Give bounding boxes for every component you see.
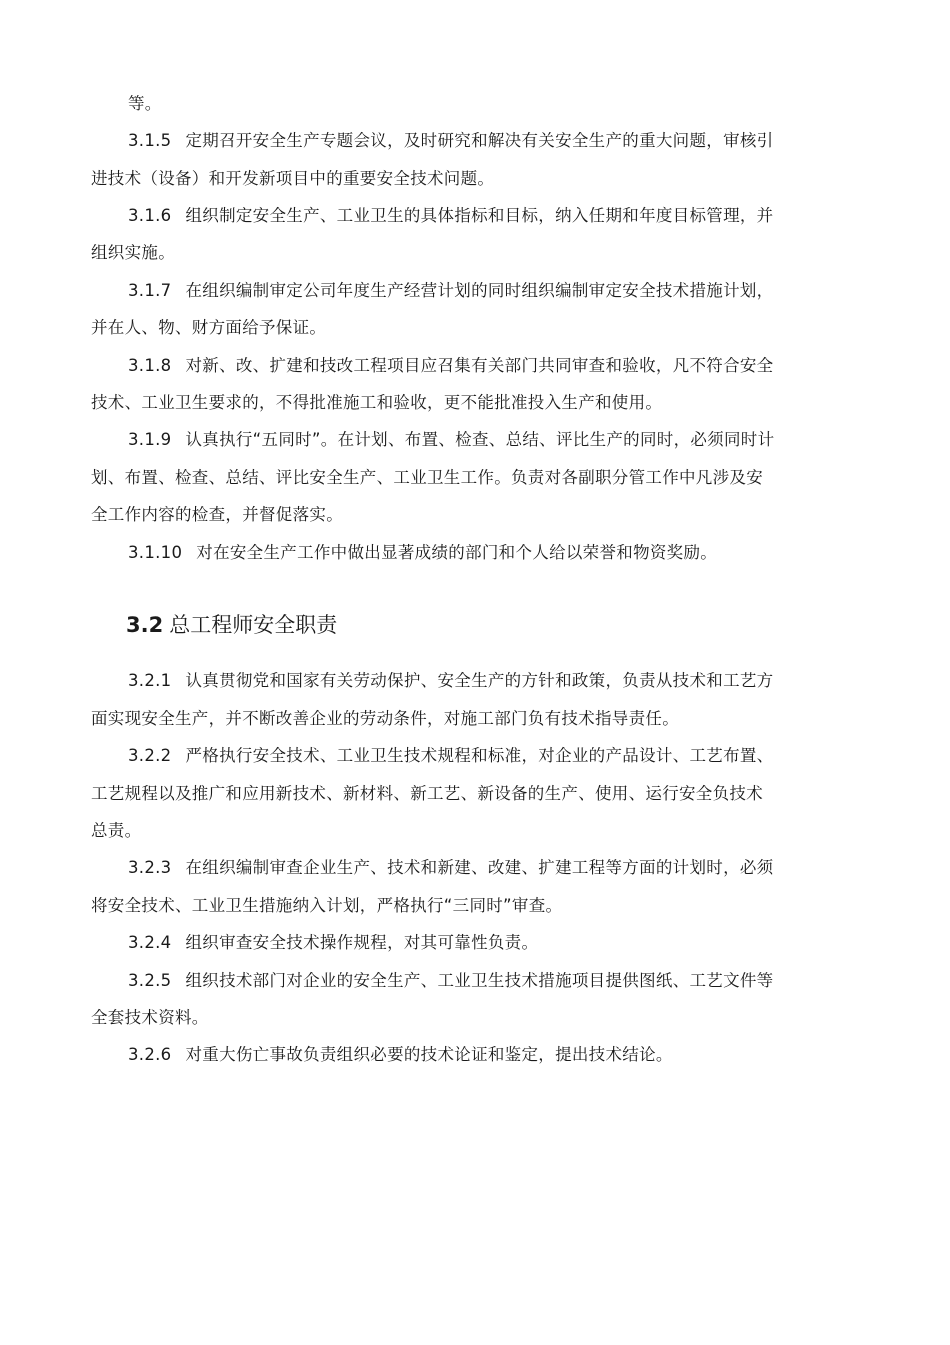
clause-3-2-5 [128, 971, 773, 991]
clause-3-2-1 [128, 671, 773, 691]
clause-3-2-6 [128, 1045, 673, 1065]
paragraph-line: 划、布置、检查、总结、评比安全生产、工业卫生工作。负责对各副职分管工作中凡涉及安 [91, 468, 763, 487]
paragraph-line: 将安全技术、工业卫生措施纳入计划，严格执行“三同时”审查。 [91, 896, 563, 915]
clause-text: 组织制定安全生产、工业卫生的具体指标和目标，纳入任期和年度目标管理，并 [185, 206, 774, 225]
clause-text: 严格执行安全技术、工业卫生技术规程和标准，对企业的产品设计、工艺布置、 [185, 746, 774, 765]
clause-number: 3.1.6 [128, 206, 172, 225]
paragraph-line: 总责。 [91, 821, 142, 840]
clause-3-2-2 [128, 746, 773, 766]
clause-text: 组织审查安全技术操作规程，对其可靠性负责。 [185, 933, 539, 952]
clause-3-1-8 [128, 356, 773, 376]
clause-number: 3.2.5 [128, 971, 172, 990]
clause-number: 3.2.1 [128, 671, 172, 690]
clause-text: 组织技术部门对企业的安全生产、工业卫生技术措施项目提供图纸、工艺文件等 [185, 971, 774, 990]
clause-text: 对重大伤亡事故负责组织必要的技术论证和鉴定，提出技术结论。 [185, 1045, 673, 1064]
clause-number: 3.1.8 [128, 356, 172, 375]
clause-number: 3.1.7 [128, 281, 172, 300]
paragraph-line: 工艺规程以及推广和应用新技术、新材料、新工艺、新设备的生产、使用、运行安全负技术 [91, 784, 763, 803]
clause-text: 对在安全生产工作中做出显著成绩的部门和个人给以荣誉和物资奖励。 [196, 543, 718, 562]
section-number: 3.2 [126, 613, 164, 637]
clause-3-1-6 [128, 206, 773, 226]
clause-number: 3.2.3 [128, 858, 172, 877]
paragraph-line: 并在人、物、财方面给予保证。 [91, 318, 327, 337]
clause-number: 3.2.2 [128, 746, 172, 765]
clause-3-2-3 [128, 858, 773, 878]
section-title: 总工程师安全职责 [169, 613, 338, 637]
paragraph-line: 全工作内容的检查，并督促落实。 [91, 505, 343, 524]
clause-text: 定期召开安全生产专题会议，及时研究和解决有关安全生产的重大问题，审核引 [185, 131, 774, 150]
clause-text: 认真执行“五同时”。在计划、布置、检查、总结、评比生产的同时，必须同时计 [185, 430, 775, 449]
clause-3-1-5 [128, 131, 773, 151]
clause-number: 3.2.6 [128, 1045, 172, 1064]
clause-number: 3.1.9 [128, 430, 172, 449]
clause-text: 在组织编制审定公司年度生产经营计划的同时组织编制审定安全技术措施计划， [185, 281, 774, 300]
paragraph-line: 进技术（设备）和开发新项目中的重要安全技术问题。 [91, 169, 495, 188]
clause-3-2-4 [128, 933, 538, 953]
clause-3-1-7 [128, 281, 773, 301]
clause-text: 对新、改、扩建和技改工程项目应召集有关部门共同审查和验收，凡不符合安全 [185, 356, 774, 375]
paragraph-line: 面实现安全生产，并不断改善企业的劳动条件，对施工部门负有技术指导责任。 [91, 709, 679, 728]
paragraph-line: 等。 [128, 94, 162, 113]
paragraph-line: 技术、工业卫生要求的，不得批准施工和验收，更不能批准投入生产和使用。 [91, 393, 663, 412]
clause-text: 在组织编制审查企业生产、技术和新建、改建、扩建工程等方面的计划时，必须 [185, 858, 774, 877]
paragraph-line: 组织实施。 [91, 243, 175, 262]
clause-3-1-9 [128, 430, 774, 450]
clause-number: 3.1.10 [128, 543, 183, 562]
clause-number: 3.2.4 [128, 933, 172, 952]
clause-number: 3.1.5 [128, 131, 172, 150]
section-heading [126, 612, 337, 638]
clause-text: 认真贯彻党和国家有关劳动保护、安全生产的方针和政策，负责从技术和工艺方 [185, 671, 774, 690]
clause-3-1-10 [128, 543, 717, 563]
paragraph-line: 全套技术资料。 [91, 1008, 209, 1027]
